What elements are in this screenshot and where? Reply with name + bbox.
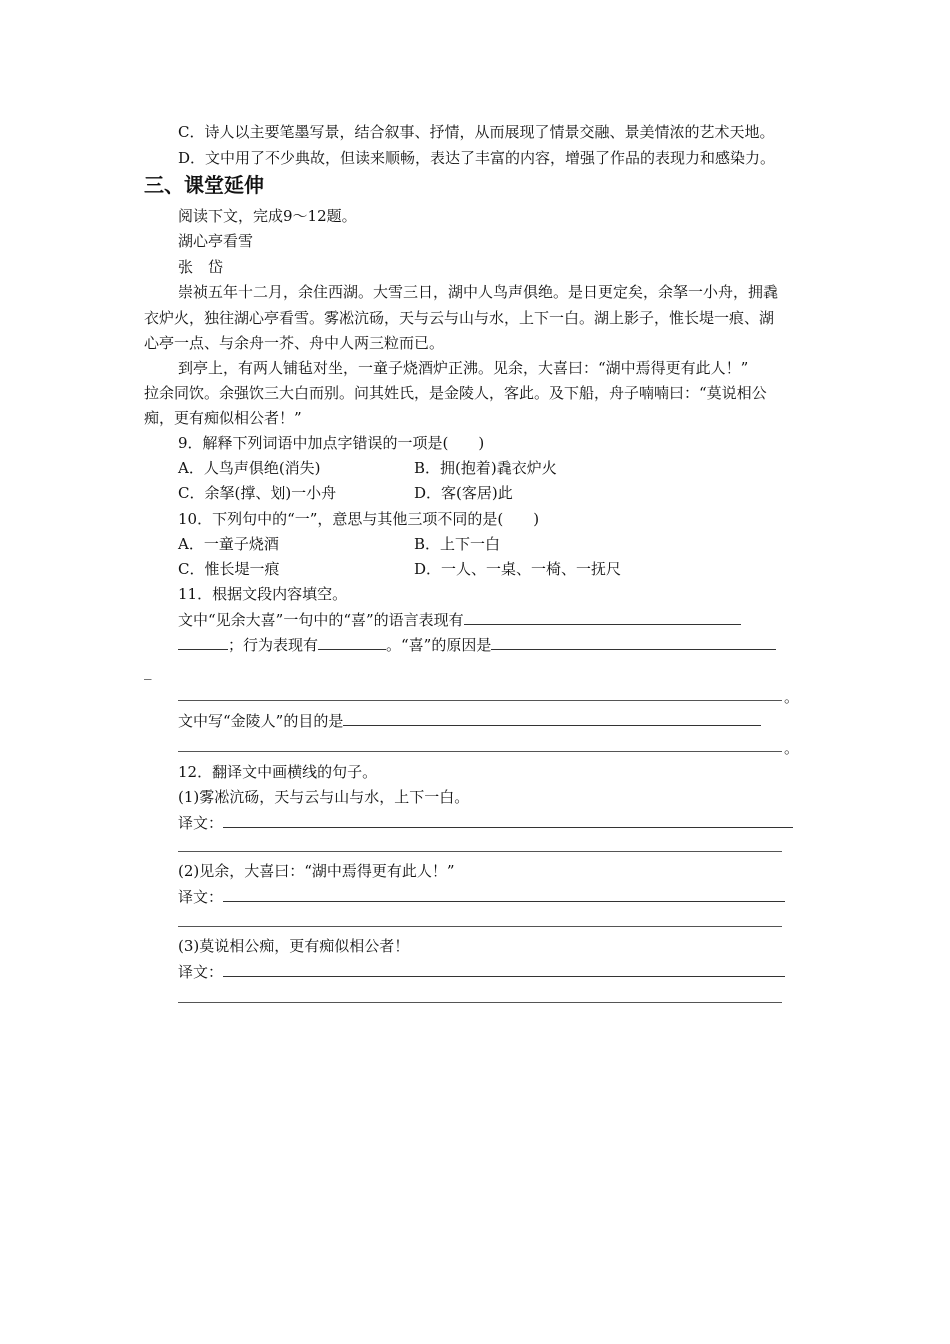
q9-stem: 9．解释下列词语中加点字错误的一项是( ) [178, 434, 485, 452]
q9-option-a: A．人鸟声俱绝(消失) [178, 459, 321, 477]
answer-blank-speech[interactable] [464, 608, 741, 625]
translation-label: 译文： [178, 814, 224, 832]
q12-translation-1 [178, 811, 793, 834]
answer-blank-speech-cont[interactable] [178, 633, 228, 650]
translation-blank-2[interactable] [223, 885, 785, 902]
q10-option-a: A．一童子烧酒 [178, 535, 279, 553]
q11-end-mark: 。 [784, 688, 800, 706]
q10-option-c: C．惟长堤一痕 [178, 560, 280, 578]
q11-prompt-jinling: 文中写“金陵人”的目的是 [178, 712, 344, 730]
answer-blank-reason[interactable] [491, 633, 776, 650]
translation-label: 译文： [178, 963, 224, 981]
q10-stem: 10．下列句中的“一”，意思与其他三项不同的是( ) [178, 510, 540, 528]
passage-p2-line: 痴，更有痴似相公者！” [144, 409, 302, 427]
answer-line-jinling[interactable] [178, 751, 782, 752]
answer-blank-action[interactable] [318, 633, 386, 650]
q12-translation-2 [178, 885, 785, 908]
section-title: 三、课堂延伸 [144, 173, 264, 197]
translation-line-1b[interactable] [178, 851, 782, 852]
answer-blank-jinling[interactable] [343, 709, 761, 726]
instruction: 阅读下文，完成9～12题。 [178, 207, 357, 225]
q11-prompt-action: ；行为表现有 [228, 636, 319, 654]
q9-option-d: D．客(客居)此 [414, 484, 513, 502]
passage-author: 张 岱 [178, 258, 224, 276]
passage-p2-line: 拉余同饮。余强饮三大白而别。问其姓氏，是金陵人，客此。及下船，舟子喃喃曰：“莫说相公 [144, 384, 767, 402]
q12-sentence-3: (3)莫说相公痴，更有痴似相公者！ [178, 937, 410, 955]
q10-option-b: B．上下一白 [414, 535, 501, 553]
translation-line-2b[interactable] [178, 926, 782, 927]
passage-p1-line: 衣炉火，独往湖心亭看雪。雾凇沆砀，天与云与山与水，上下一白。湖上影子，惟长堤一痕、湖 [144, 309, 775, 327]
q12-sentence-2: (2)见余，大喜曰：“湖中焉得更有此人！” [178, 862, 455, 880]
q9-option-b: B．拥(抱着)毳衣炉火 [414, 459, 557, 477]
q11-line-4 [178, 709, 761, 732]
q11-prompt-reason: 。“喜”的原因是 [386, 636, 492, 654]
q11-end-mark: 。 [784, 739, 800, 757]
passage-p1-line: 崇祯五年十二月，余住西湖。大雪三日，湖中人鸟声俱绝。是日更定矣，余拏一小舟，拥毳 [178, 283, 779, 301]
translation-line-3b[interactable] [178, 1002, 782, 1003]
passage-p1-line: 心亭一点、与余舟一芥、舟中人两三粒而已。 [144, 334, 445, 352]
q12-sentence-1: (1)雾凇沆砀，天与云与山与水，上下一白。 [178, 788, 470, 806]
translation-label: 译文： [178, 888, 224, 906]
answer-line-reason[interactable] [178, 700, 782, 701]
q10-options-row [178, 558, 621, 580]
q9-option-c: C．余拏(撑、划)一小舟 [178, 484, 337, 502]
q11-stem: 11．根据文段内容填空。 [178, 585, 348, 603]
q9-options-row [178, 457, 557, 479]
q11-line-1 [178, 608, 741, 631]
option-c-text: C．诗人以主要笔墨写景，结合叙事、抒情，从而展现了情景交融、景美情浓的艺术天地。 [178, 123, 775, 141]
option-d-text: D．文中用了不少典故，但读来顺畅，表达了丰富的内容，增强了作品的表现力和感染力。 [178, 149, 776, 167]
passage-p2-line: 到亭上，有两人铺毡对坐，一童子烧酒炉正沸。见余，大喜曰：“湖中焉得更有此人！” [178, 359, 749, 377]
translation-blank-3[interactable] [223, 960, 785, 977]
q11-line-2 [178, 633, 776, 656]
translation-blank-1[interactable] [223, 811, 793, 828]
stray-underscore: _ [144, 662, 152, 680]
q10-options-row [178, 533, 500, 555]
q10-option-d: D．一人、一桌、一椅、一抚尺 [414, 560, 622, 578]
passage-title: 湖心亭看雪 [178, 232, 254, 250]
q11-prompt-speech: 文中“见余大喜”一句中的“喜”的语言表现有 [178, 611, 464, 629]
q12-translation-3 [178, 960, 785, 983]
q12-stem: 12．翻译文中画横线的句子。 [178, 763, 378, 781]
q9-options-row [178, 482, 513, 504]
